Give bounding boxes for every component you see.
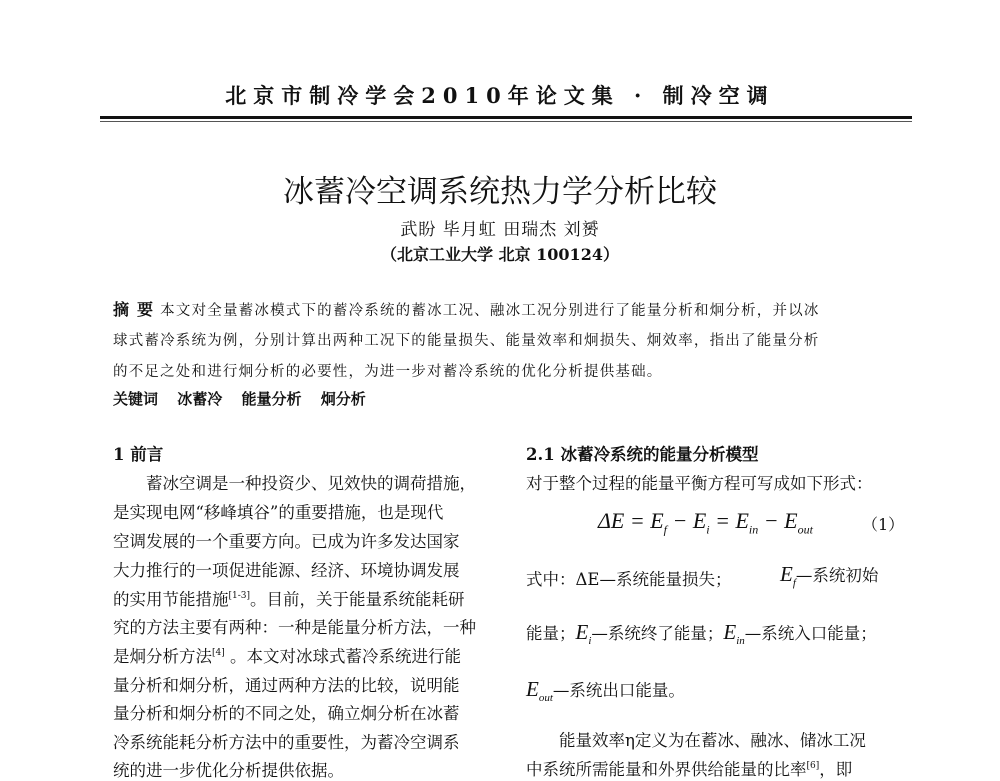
body-text: ，即 bbox=[819, 760, 853, 779]
keyword: 炯分析 bbox=[320, 390, 366, 408]
body-text: 中系统所需能量和外界供给能量的比率 bbox=[526, 760, 807, 779]
eq-part: − E bbox=[666, 508, 707, 533]
running-header: 北京市制冷学会2010年论文集 · 制冷空调 bbox=[225, 83, 775, 108]
keyword: 能量分析 bbox=[241, 390, 302, 408]
math-var: $E_{in}$ bbox=[723, 620, 745, 648]
eq-sub: i bbox=[588, 635, 592, 648]
header-rule bbox=[100, 116, 912, 119]
body-line: 对于整个过程的能量平衡方程可写成如下形式： bbox=[526, 474, 873, 493]
citation: [6] bbox=[806, 761, 820, 771]
body-line bbox=[113, 586, 465, 610]
keyword: 冰蓄冷 bbox=[177, 390, 223, 408]
math-var: $E_i$ bbox=[575, 620, 592, 648]
body-line bbox=[113, 643, 461, 667]
keywords-label: 关键词 bbox=[113, 390, 159, 408]
eq-sub: in bbox=[736, 635, 745, 648]
equation bbox=[598, 508, 813, 537]
body-text: —系统出口能量。 bbox=[552, 681, 685, 700]
keywords bbox=[113, 388, 380, 409]
body-line bbox=[526, 620, 877, 647]
body-line: 式中：ΔE—系统能量损失； bbox=[526, 570, 732, 589]
body-line: 大力推行的一项促进能源、经济、环境协调发展 bbox=[113, 561, 460, 580]
body-text: 。本文对冰球式蓄冷系统进行能 bbox=[224, 647, 461, 666]
body-text: —系统终了能量； bbox=[591, 624, 724, 643]
section-heading: 1 前言 bbox=[113, 445, 164, 464]
body-line: 能量效率η定义为在蓄冰、融冰、储冰工况 bbox=[526, 731, 866, 750]
body-line: 空调发展的一个重要方向。已成为许多发达国家 bbox=[113, 532, 460, 551]
eq-part: − E bbox=[758, 508, 798, 533]
body-text: 是炯分析方法 bbox=[113, 647, 212, 666]
subsection-heading: 2.1 冰蓄冷系统的能量分析模型 bbox=[526, 445, 759, 464]
body-line: 冷系统能耗分析方法中的重要性，为蓄冷空调系 bbox=[113, 733, 460, 752]
paper-authors: 武盼 毕月虹 田瑞杰 刘赟 bbox=[400, 220, 600, 240]
abstract-label: 摘 要 bbox=[113, 300, 155, 319]
math-var: $E_{out}$ bbox=[526, 677, 553, 705]
body-text: 的实用节能措施 bbox=[113, 590, 229, 609]
paper-affiliation: （北京工业大学 北京 100124） bbox=[381, 245, 619, 264]
abstract-line: 球式蓄冷系统为例，分别计算出两种工况下的能量损失、能量效率和炯损失、炯效率，指出了能量分析 bbox=[113, 333, 820, 349]
eq-sub: f bbox=[663, 522, 667, 537]
body-line bbox=[780, 562, 878, 589]
citation: [4] bbox=[212, 648, 225, 658]
eq-part: ΔE = E bbox=[598, 508, 664, 533]
abstract-text: 本文对全量蓄冰模式下的蓄冷系统的蓄冰工况、融冰工况分别进行了能量分析和炯分析，并以冰 bbox=[160, 303, 820, 319]
eq-part: = E bbox=[709, 508, 749, 533]
paper-title: 冰蓄冷空调系统热力学分析比较 bbox=[283, 174, 717, 210]
eq-sub: in bbox=[748, 522, 759, 537]
citation: [1-3] bbox=[228, 591, 251, 601]
eq-sub: out bbox=[797, 522, 813, 537]
header-rule-thin bbox=[100, 121, 912, 122]
body-line: 量分析和炯分析的不同之处，确立炯分析在冰蓄 bbox=[113, 704, 460, 723]
body-line: 统的进一步优化分析提供依据。 bbox=[113, 761, 344, 780]
body-line: 蓄冰空调是一种投资少、见效快的调荷措施， bbox=[113, 474, 476, 493]
body-text: 。目前，关于能量系统能耗研 bbox=[250, 590, 465, 609]
math-var: $E_f$ bbox=[780, 562, 796, 590]
body-line: 究的方法主要有两种：一种是能量分析方法，一种 bbox=[113, 618, 476, 637]
eq-sub: i bbox=[706, 522, 710, 537]
body-text: 能量； bbox=[526, 624, 576, 643]
body-line: 是实现电网“移峰填谷”的重要措施，也是现代 bbox=[113, 503, 444, 522]
abstract-line bbox=[113, 297, 820, 320]
equation-number: （1） bbox=[862, 515, 905, 534]
body-line bbox=[526, 677, 685, 704]
eq-sub: out bbox=[538, 692, 553, 705]
body-line: 量分析和炯分析，通过两种方法的比较，说明能 bbox=[113, 676, 460, 695]
body-text: —系统初始 bbox=[795, 566, 879, 585]
abstract-line: 的不足之处和进行炯分析的必要性，为进一步对蓄冷系统的优化分析提供基础。 bbox=[113, 364, 663, 380]
body-text: —系统入口能量； bbox=[744, 624, 877, 643]
eq-sub: f bbox=[792, 577, 796, 590]
